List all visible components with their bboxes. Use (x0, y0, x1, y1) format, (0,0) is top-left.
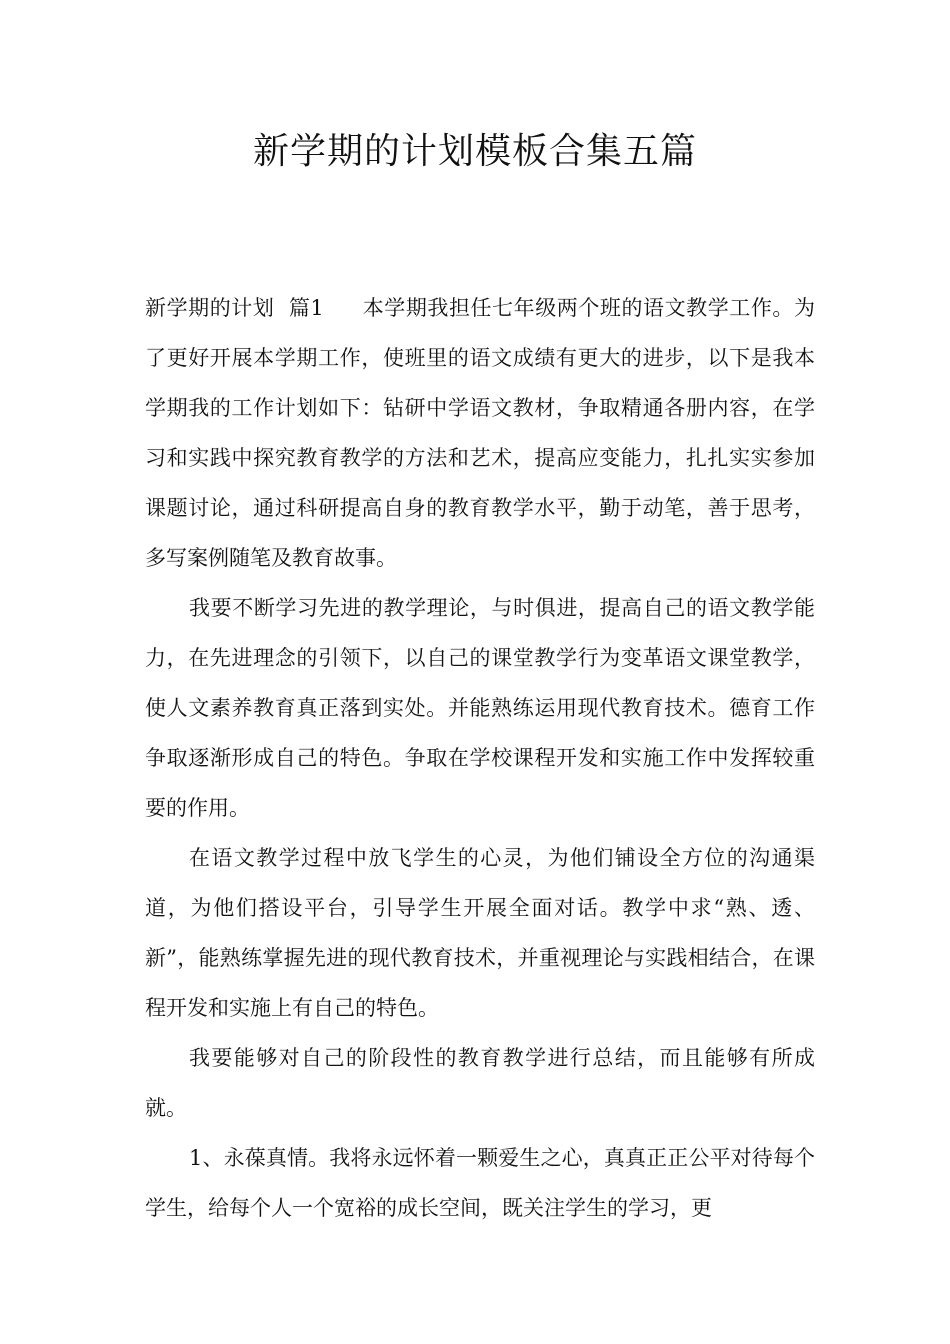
paragraph-1 (145, 283, 815, 583)
paragraph-3: 在语文教学过程中放飞学生的心灵，为他们铺设全方位的沟通渠道，为他们搭设平台，引导学生开展全面对话。教学中求“熟、透、新”，能熟练掌握先进的现代教育技术，并重视理论与实践相结合，在课程开发和实施上有自己的特色。 (145, 846, 815, 1020)
paragraph-4: 我要能够对自己的阶段性的教育教学进行总结，而且能够有所成就。 (145, 1046, 815, 1120)
paragraph-2: 我要不断学习先进的教学理论，与时俱进，提高自己的语文教学能力，在先进理念的引领下，以自己的课堂教学行为变革语文课堂教学，使人文素养教育真正落到实处。并能熟练运用现代教育技术。德育工作争取逐渐形成自己的特色。争取在学校课程开发和实施工作中发挥较重要的作用。 (145, 596, 815, 820)
paragraph-1-text: 本学期我担任七年级两个班的语文教学工作。为了更好开展本学期工作，使班里的语文成绩有更大的进步，以下是我本学期我的工作计划如下：钻研中学语文教材，争取精通各册内容，在学习和实践中探究教育教学的方法和艺术，提高应变能力，扎扎实实参加课题讨论，通过科研提高自身的教育教学水平，勤于动笔，善于思考，多写案例随笔及教育故事。 (145, 296, 815, 570)
section-label: 新学期的计划 篇1 (145, 296, 324, 320)
paragraph-5: 1、永葆真情。我将永远怀着一颗爱生之心，真真正正公平对待每个学生，给每个人一个宽裕的成长空间，既关注学生的学习，更 (145, 1146, 815, 1220)
document-body (145, 283, 815, 1233)
document-title: 新学期的计划模板合集五篇 (252, 131, 697, 172)
